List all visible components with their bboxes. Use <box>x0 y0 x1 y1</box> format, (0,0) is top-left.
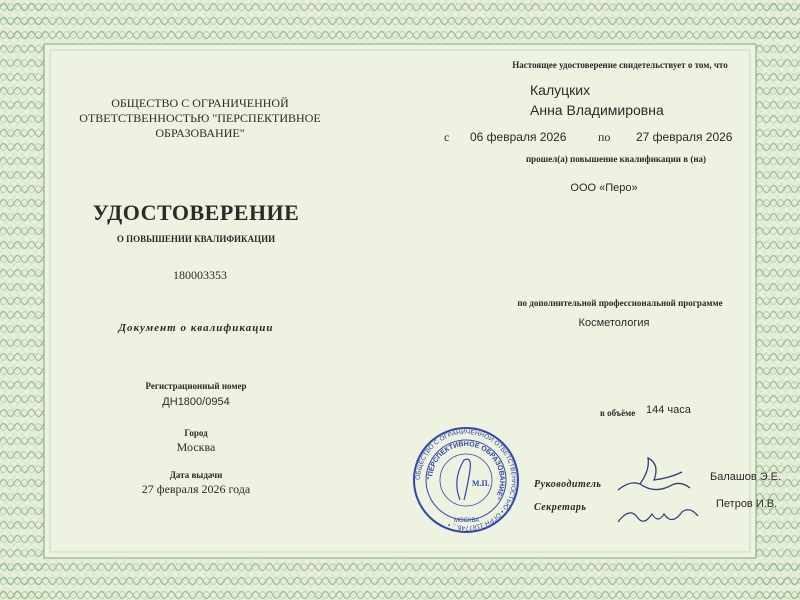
volume-label: в объёме <box>600 408 636 418</box>
city-value: Москва <box>176 440 216 454</box>
secretary-signature <box>612 496 702 530</box>
institution-name: ООО «Перо» <box>570 182 638 194</box>
program-label: по дополнительной профессиональной программе <box>517 298 723 308</box>
secretary-name: Петров И.В. <box>716 498 778 510</box>
head-signature <box>610 450 700 500</box>
volume-value: 144 часа <box>646 404 691 416</box>
program-value: Косметология <box>578 317 650 329</box>
issue-date-value: 27 февраля 2026 года <box>141 482 251 496</box>
passed-text: прошел(а) повышение квалификации в (на) <box>525 154 707 164</box>
registration-number-label: Регистрационный номер <box>145 381 247 391</box>
head-label: Руководитель <box>534 479 602 490</box>
feather-icon <box>457 459 471 500</box>
registration-number-value: ДН1800/0954 <box>162 396 230 408</box>
period-from-date: 06 февраля 2026 <box>470 130 567 144</box>
secretary-label: Секретарь <box>534 502 587 513</box>
head-name: Балашов Э.Е. <box>710 471 782 483</box>
city-label: Город <box>184 428 208 438</box>
issue-date-label: Дата выдачи <box>169 470 223 480</box>
organization-line-3: ОБРАЗОВАНИЕ" <box>155 126 245 140</box>
organization-name <box>79 96 320 141</box>
certificate-number: 180003353 <box>173 268 227 282</box>
stamp-inner-text: "ПЕРСПЕКТИВНОЕ ОБРАЗОВАНИЕ" <box>426 440 506 501</box>
period-to-prefix: по <box>598 130 611 144</box>
stamp-bottom-text: МОСКВА <box>454 518 480 524</box>
stamp-center-text: М.П. <box>472 479 490 488</box>
intro-text: Настоящее удостоверение свидетельствует о том, что <box>512 60 728 70</box>
document-type: Документ о квалификации <box>118 322 274 334</box>
stamp-outer-text: ОБЩЕСТВО С ОГРАНИЧЕННОЙ ОТВЕТСТВЕННОСТЬЮ • ОГРН 1187746... • <box>414 428 518 532</box>
document-title: УДОСТОВЕРЕНИЕ <box>92 200 300 225</box>
official-stamp <box>412 426 520 534</box>
recipient-surname: Калуцких <box>530 82 591 98</box>
recipient-name: Анна Владимировна <box>530 102 664 118</box>
period-from-prefix: с <box>444 130 450 144</box>
organization-line-2: ОТВЕТСТВЕННОСТЬЮ "ПЕРСПЕКТИВНОЕ <box>79 111 321 125</box>
period-to-date: 27 февраля 2026 <box>636 130 733 144</box>
organization-line-1: ОБЩЕСТВО С ОГРАНИЧЕННОЙ <box>111 96 289 110</box>
document-subtitle: О ПОВЫШЕНИИ КВАЛИФИКАЦИИ <box>116 234 276 244</box>
